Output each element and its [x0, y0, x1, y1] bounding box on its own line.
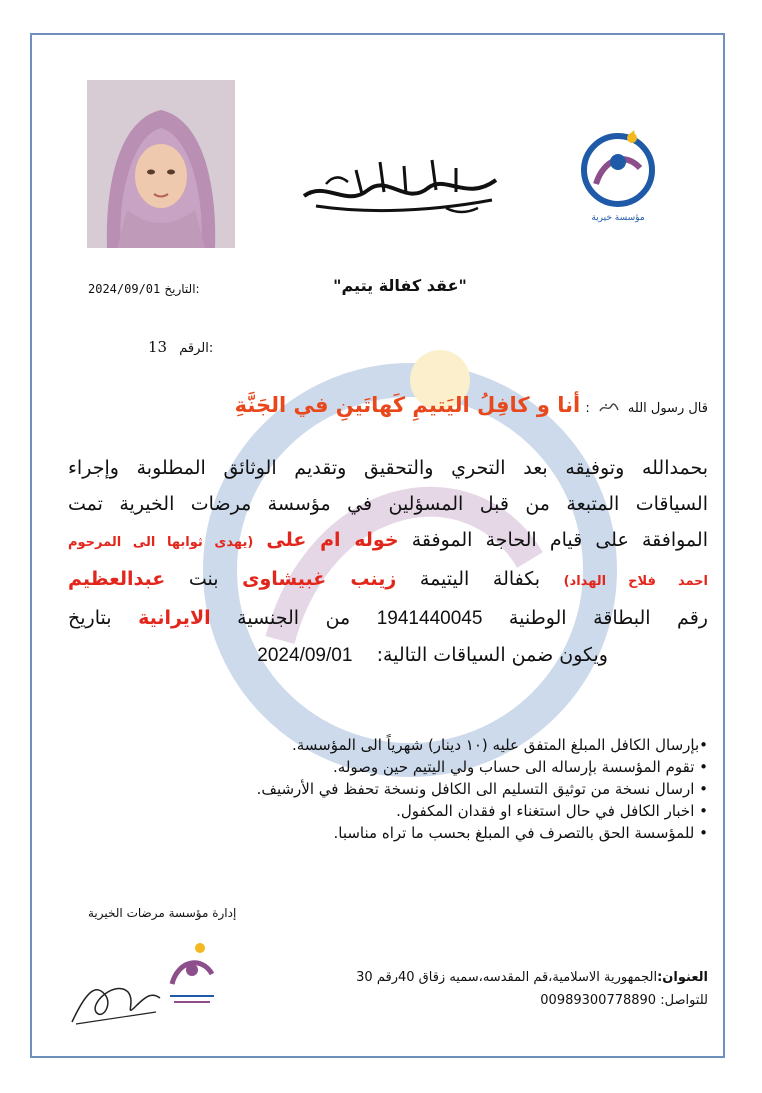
contract-body — [68, 450, 708, 674]
body-line-3-prefix: الموافقة على قيام الحاجة الموفقة — [411, 529, 708, 551]
nationality: الايرانية — [138, 607, 211, 629]
salawat-seal-icon — [598, 401, 620, 415]
body-line-6 — [68, 637, 708, 674]
orphan-name: زينب غبيشاوى — [242, 568, 397, 590]
orphan-photo — [87, 80, 235, 248]
hadith-line: قال رسول الله : أنا و كافِلُ اليَتيمِ كَهاتَينِ في الجَنَّةِ — [234, 393, 708, 417]
foundation-logo-small-icon — [162, 940, 222, 1012]
contract-date: 2024/09/01 — [257, 645, 353, 666]
date-label: التاريخ: — [164, 282, 200, 296]
sponsor-note-2: احمد فلاح الهداد) — [563, 574, 708, 589]
body-line-4 — [68, 561, 708, 600]
number-value: 13 — [148, 338, 168, 356]
nationality-prefix: من الجنسية — [237, 607, 351, 629]
condition-item: • تقوم المؤسسة بإرساله الى حساب ولي اليتيم حين وصوله. — [333, 758, 708, 776]
father-name: عبدالعظيم — [68, 568, 166, 590]
sponsor-name: خوله ام على — [266, 529, 399, 551]
contact-label: للتواصل: — [660, 993, 708, 1008]
date-line — [88, 282, 200, 297]
hadith-quote: أنا و كافِلُ اليَتيمِ كَهاتَينِ في الجَنَّةِ — [234, 393, 581, 417]
id-prefix: رقم البطاقة الوطنية — [508, 607, 708, 629]
body-line-1: بحمدالله وتوفيقه بعد التحري والتحقيق وتقديم الوثائق المطلوبة وإجراء — [68, 457, 708, 479]
date-prefix: بتاريخ — [68, 607, 112, 629]
condition-item: • للمؤسسة الحق بالتصرف في المبلغ بحسب ما تراه مناسبا. — [333, 824, 708, 842]
condition-item: • اخبار الكافل في حال استغناء او فقدان المكفول. — [396, 802, 708, 820]
closing-text: ويكون ضمن السياقات التالية: — [376, 644, 608, 666]
body-line-2: السياقات المتبعة من قبل المسؤلين في مؤسسة مرضات الخيرية تمت — [68, 493, 708, 515]
condition-item: •بإرسال الكافل المبلغ المتفق عليه (١٠ دينار) شهرياً الى المؤسسة. — [291, 736, 708, 754]
signature-icon — [66, 962, 166, 1032]
daughter-of: بنت — [188, 568, 219, 590]
body-line-5 — [68, 600, 708, 637]
contract-title: "عقد كفالة يتيم" — [333, 276, 467, 295]
condition-item: • ارسال نسخة من توثيق التسليم الى الكافل ونسخة تحفظ في الأرشيف. — [256, 780, 708, 798]
number-line — [148, 338, 213, 356]
hadith-intro: قال رسول الله — [627, 401, 708, 416]
management-label: إدارة مؤسسة مرضات الخيرية — [88, 906, 237, 920]
address-line — [290, 970, 708, 985]
orphan-photo-drawing — [87, 80, 235, 248]
logo-caption: مؤسسة خيرية — [591, 213, 645, 223]
contact-value: 00989300778890 — [540, 993, 657, 1008]
conditions-list — [140, 734, 708, 844]
body-line-3 — [68, 522, 708, 561]
orphan-prefix: بكفالة اليتيمة — [419, 568, 541, 590]
number-label: الرقم: — [179, 341, 214, 356]
foundation-logo-icon — [576, 128, 660, 224]
basmala-calligraphy-icon — [296, 150, 506, 220]
id-number: 1941440045 — [376, 608, 483, 629]
address-label: العنوان: — [657, 970, 708, 985]
address-value: الجمهورية الاسلامية،قم المقدسه،سميه زقاق 40رقم 30 — [356, 970, 658, 985]
sponsor-note: (يهدى ثوابها الى المرحوم — [68, 535, 254, 550]
contact-line — [290, 993, 708, 1008]
date-value: 2024/09/01 — [88, 282, 161, 296]
